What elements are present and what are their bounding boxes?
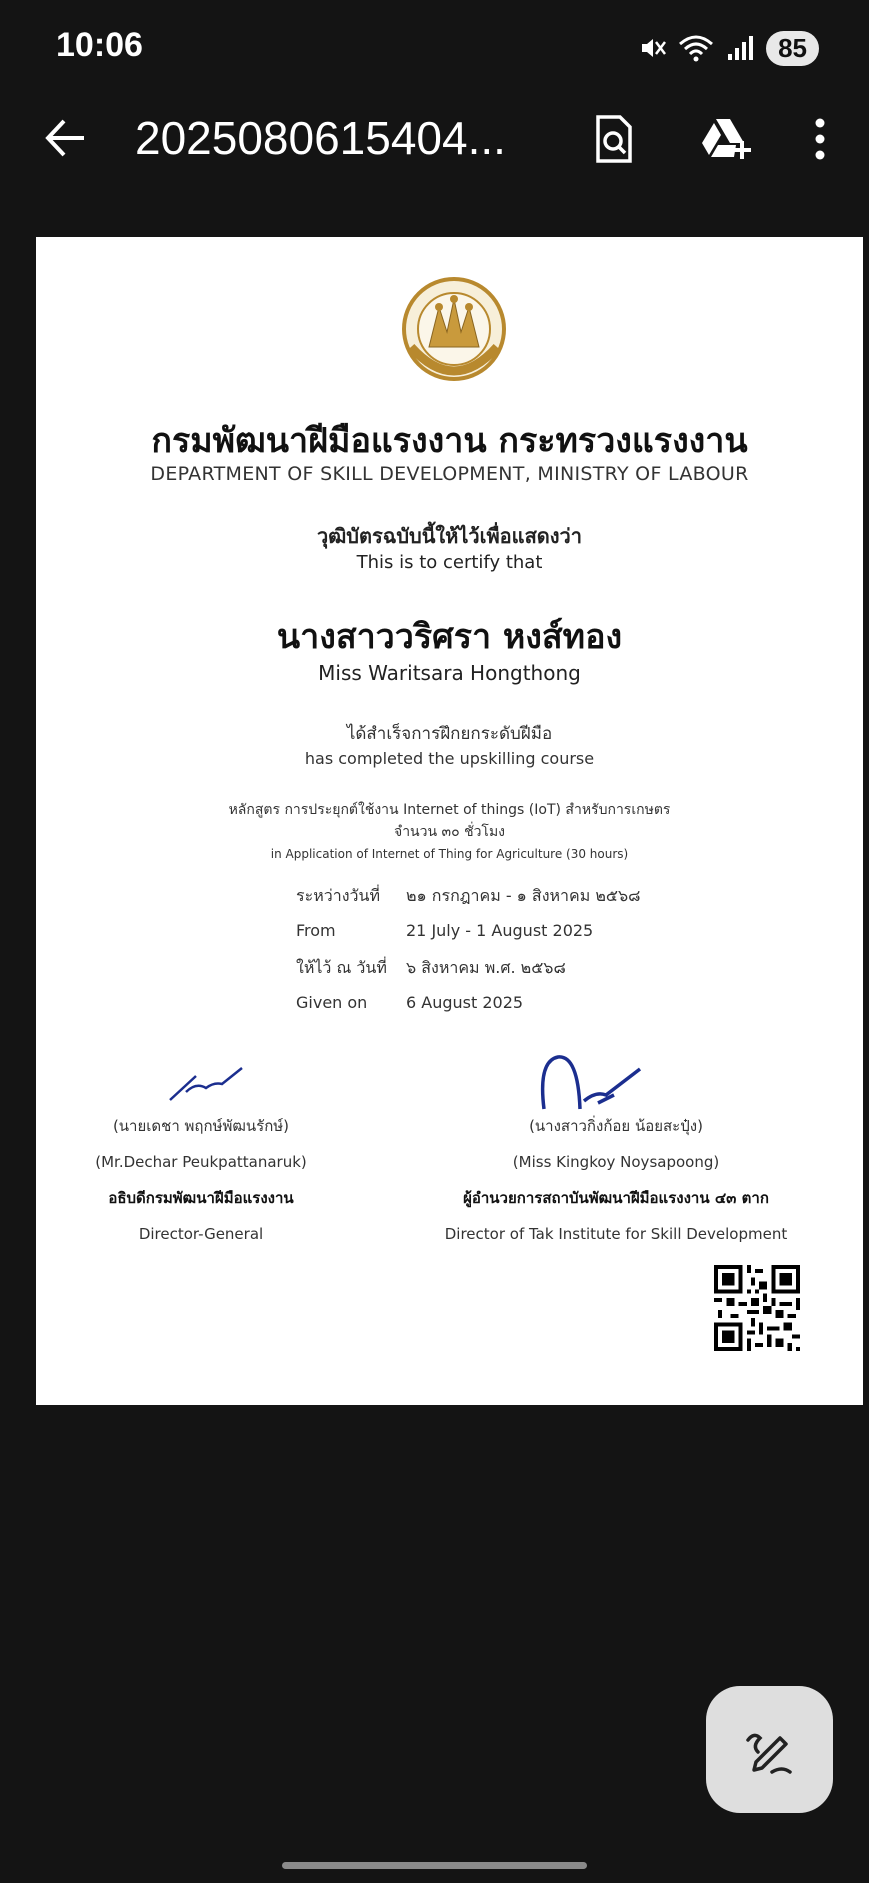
given-label-english: Given on — [296, 993, 368, 1012]
certify-text-english: This is to certify that — [356, 552, 543, 573]
recipient-name-english: Miss Waritsara Hongthong — [318, 661, 581, 685]
director-general-signature — [166, 1064, 246, 1104]
mute-icon — [638, 34, 666, 62]
period-value-thai: ๒๑ กรกฎาคม - ๑ สิงหาคม ๒๕๖๘ — [406, 886, 641, 905]
back-arrow-icon[interactable] — [40, 113, 90, 163]
edit-pen-icon — [742, 1722, 798, 1778]
department-title-english: DEPARTMENT OF SKILL DEVELOPMENT, MINISTRY OF LABOUR — [150, 463, 749, 485]
signer1-name-english: (Mr.Dechar Peukpattanaruk) — [95, 1153, 307, 1171]
wifi-icon — [678, 34, 714, 62]
battery-level: 85 — [766, 31, 819, 66]
signer2-name-english: (Miss Kingkoy Noysapoong) — [512, 1153, 720, 1171]
clock-time: 10:06 — [56, 26, 143, 64]
drive-add-icon[interactable] — [696, 111, 756, 167]
signer2-name-thai: (นางสาวกิ่งก้อย น้อยสะปุ๋ง) — [529, 1117, 703, 1135]
course-title-thai: หลักสูตร การประยุกต์ใช้งาน Internet of things (IoT) สำหรับการเกษตร — [228, 802, 671, 818]
search-document-icon[interactable] — [586, 111, 642, 167]
signal-icon — [726, 34, 754, 62]
certificate-page — [36, 237, 863, 1405]
department-title-thai: กรมพัฒนาฝีมือแรงงาน กระทรวงแรงงาน — [151, 421, 748, 461]
document-title: 2025080615404... — [135, 112, 506, 164]
course-title-english: in Application of Internet of Thing for Agriculture (30 hours) — [270, 847, 629, 861]
department-emblem-logo — [399, 277, 509, 392]
period-label-english: From — [296, 921, 336, 940]
given-value-thai: ๖ สิงหาคม พ.ศ. ๒๕๖๘ — [406, 958, 566, 977]
signer-institute-director — [396, 1108, 836, 1252]
given-label-thai: ให้ไว้ ณ วันที่ — [296, 958, 387, 977]
gesture-home-bar[interactable] — [282, 1862, 587, 1869]
status-bar — [0, 0, 869, 95]
verification-qr-code — [714, 1265, 800, 1351]
given-value-english: 6 August 2025 — [406, 993, 524, 1012]
signer1-title-english: Director-General — [138, 1225, 264, 1243]
completed-text-thai: ได้สำเร็จการฝึกยกระดับฝีมือ — [346, 724, 553, 744]
course-hours-thai: จำนวน ๓๐ ชั่วโมง — [393, 824, 506, 840]
period-value-english: 21 July - 1 August 2025 — [406, 921, 594, 940]
institute-director-signature — [536, 1051, 646, 1113]
edit-fab-button[interactable] — [706, 1686, 833, 1813]
signer1-title-thai: อธิบดีกรมพัฒนาฝีมือแรงงาน — [108, 1189, 294, 1207]
signer1-name-thai: (นายเดชา พฤกษ์พัฒนรักษ์) — [112, 1117, 290, 1135]
signer2-title-thai: ผู้อำนวยการสถาบันพัฒนาฝีมือแรงงาน ๔๓ ตาก — [463, 1189, 769, 1207]
recipient-name-thai: นางสาววริศรา หงส์ทอง — [276, 617, 623, 657]
signer2-title-english: Director of Tak Institute for Skill Development — [444, 1225, 788, 1243]
app-bar — [0, 95, 869, 185]
certify-text-thai: วุฒิบัตรฉบับนี้ให้ไว้เพื่อแสดงว่า — [317, 524, 582, 548]
period-label-thai: ระหว่างวันที่ — [296, 886, 380, 905]
completed-text-english: has completed the upskilling course — [304, 749, 595, 768]
signer-director-general — [76, 1108, 326, 1252]
more-vert-icon[interactable] — [800, 111, 840, 167]
